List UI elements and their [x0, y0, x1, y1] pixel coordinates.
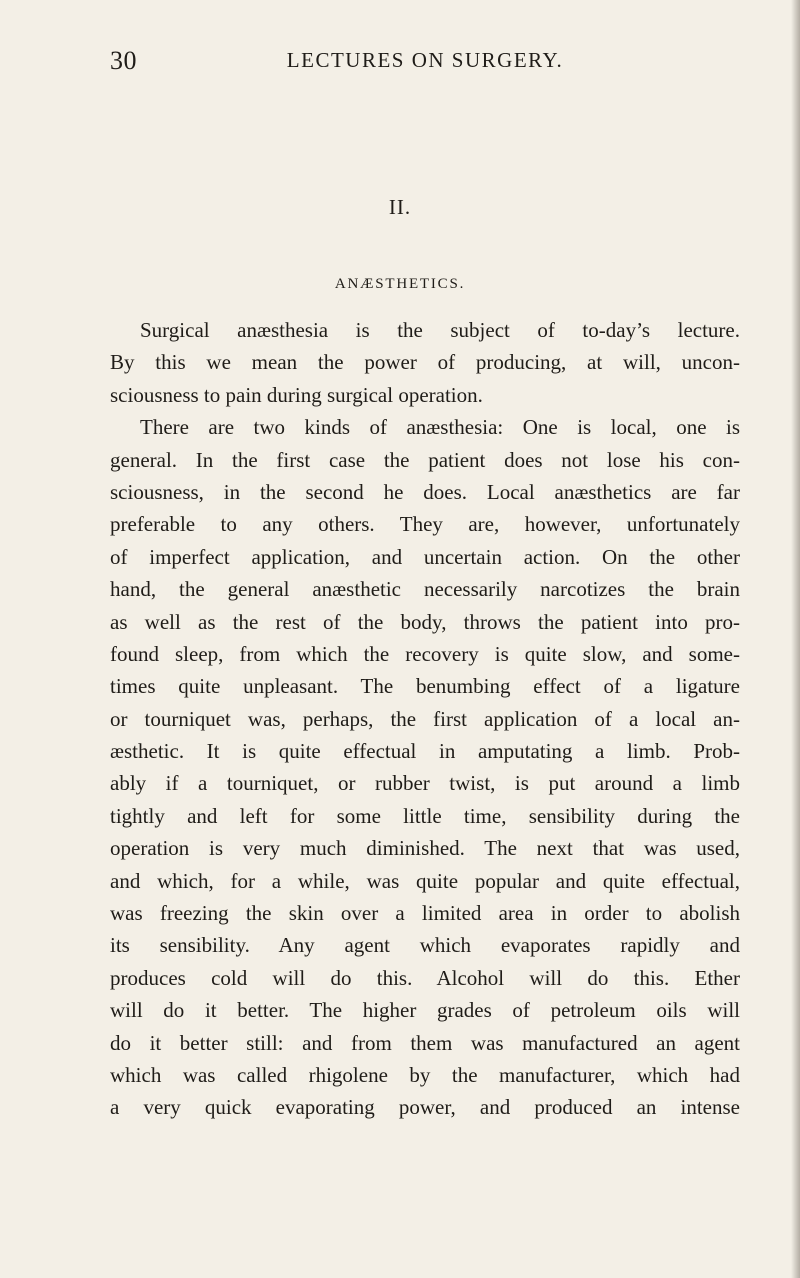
- page-number: 30: [110, 46, 137, 75]
- text-line: or tourniquet was, perhaps, the first application of a local an-: [110, 706, 740, 731]
- text-line: There are two kinds of anæsthesia: One is local, one is: [140, 415, 740, 440]
- text-line: do it better still: and from them was manufactured an agent: [110, 1030, 740, 1055]
- text-line: of imperfect application, and uncertain action. On the other: [110, 544, 740, 569]
- text-line: sciousness, in the second he does. Local anæsthetics are far: [110, 479, 740, 504]
- chapter-number: II.: [388, 195, 412, 219]
- text-line: preferable to any others. They are, however, unfortunately: [110, 512, 740, 537]
- text-line: which was called rhigolene by the manufacturer, which had: [110, 1062, 740, 1087]
- text-line: By this we mean the power of producing, at will, uncon-: [110, 350, 740, 375]
- body-text: [110, 314, 740, 1124]
- text-line: produces cold will do this. Alcohol will do this. Ether: [110, 965, 740, 990]
- text-line: as well as the rest of the body, throws the patient into pro-: [110, 609, 740, 634]
- text-line: its sensibility. Any agent which evaporates rapidly and: [110, 933, 740, 958]
- text-line: times quite unpleasant. The benumbing effect of a ligature: [110, 674, 740, 699]
- text-line: Surgical anæsthesia is the subject of to-day’s lecture.: [140, 318, 740, 342]
- text-line: was freezing the skin over a limited area in order to abolish: [110, 901, 740, 926]
- text-line: operation is very much diminished. The next that was used,: [110, 836, 740, 861]
- text-line: æsthetic. It is quite effectual in amputating a limb. Prob-: [110, 739, 740, 764]
- text-line: a very quick evaporating power, and produced an intense: [110, 1095, 740, 1120]
- text-line: and which, for a while, was quite popular and quite effectual,: [110, 868, 740, 893]
- page-edge-shadow: [791, 0, 800, 1278]
- text-line: tightly and left for some little time, sensibility during the: [110, 803, 740, 828]
- text-line: will do it better. The higher grades of petroleum oils will: [110, 998, 740, 1023]
- text-line: general. In the first case the patient does not lose his con-: [110, 447, 740, 472]
- text-line: sciousness to pain during surgical operation.: [110, 382, 483, 407]
- text-line: hand, the general anæsthetic necessarily narcotizes the brain: [110, 577, 740, 602]
- running-head: [110, 46, 740, 76]
- text-line: found sleep, from which the recovery is quite slow, and some-: [110, 641, 740, 666]
- running-title: LECTURES ON SURGERY.: [286, 48, 564, 72]
- chapter-title: ANÆSTHETICS.: [334, 276, 466, 292]
- text-line: ably if a tourniquet, or rubber twist, is put around a limb: [110, 771, 740, 796]
